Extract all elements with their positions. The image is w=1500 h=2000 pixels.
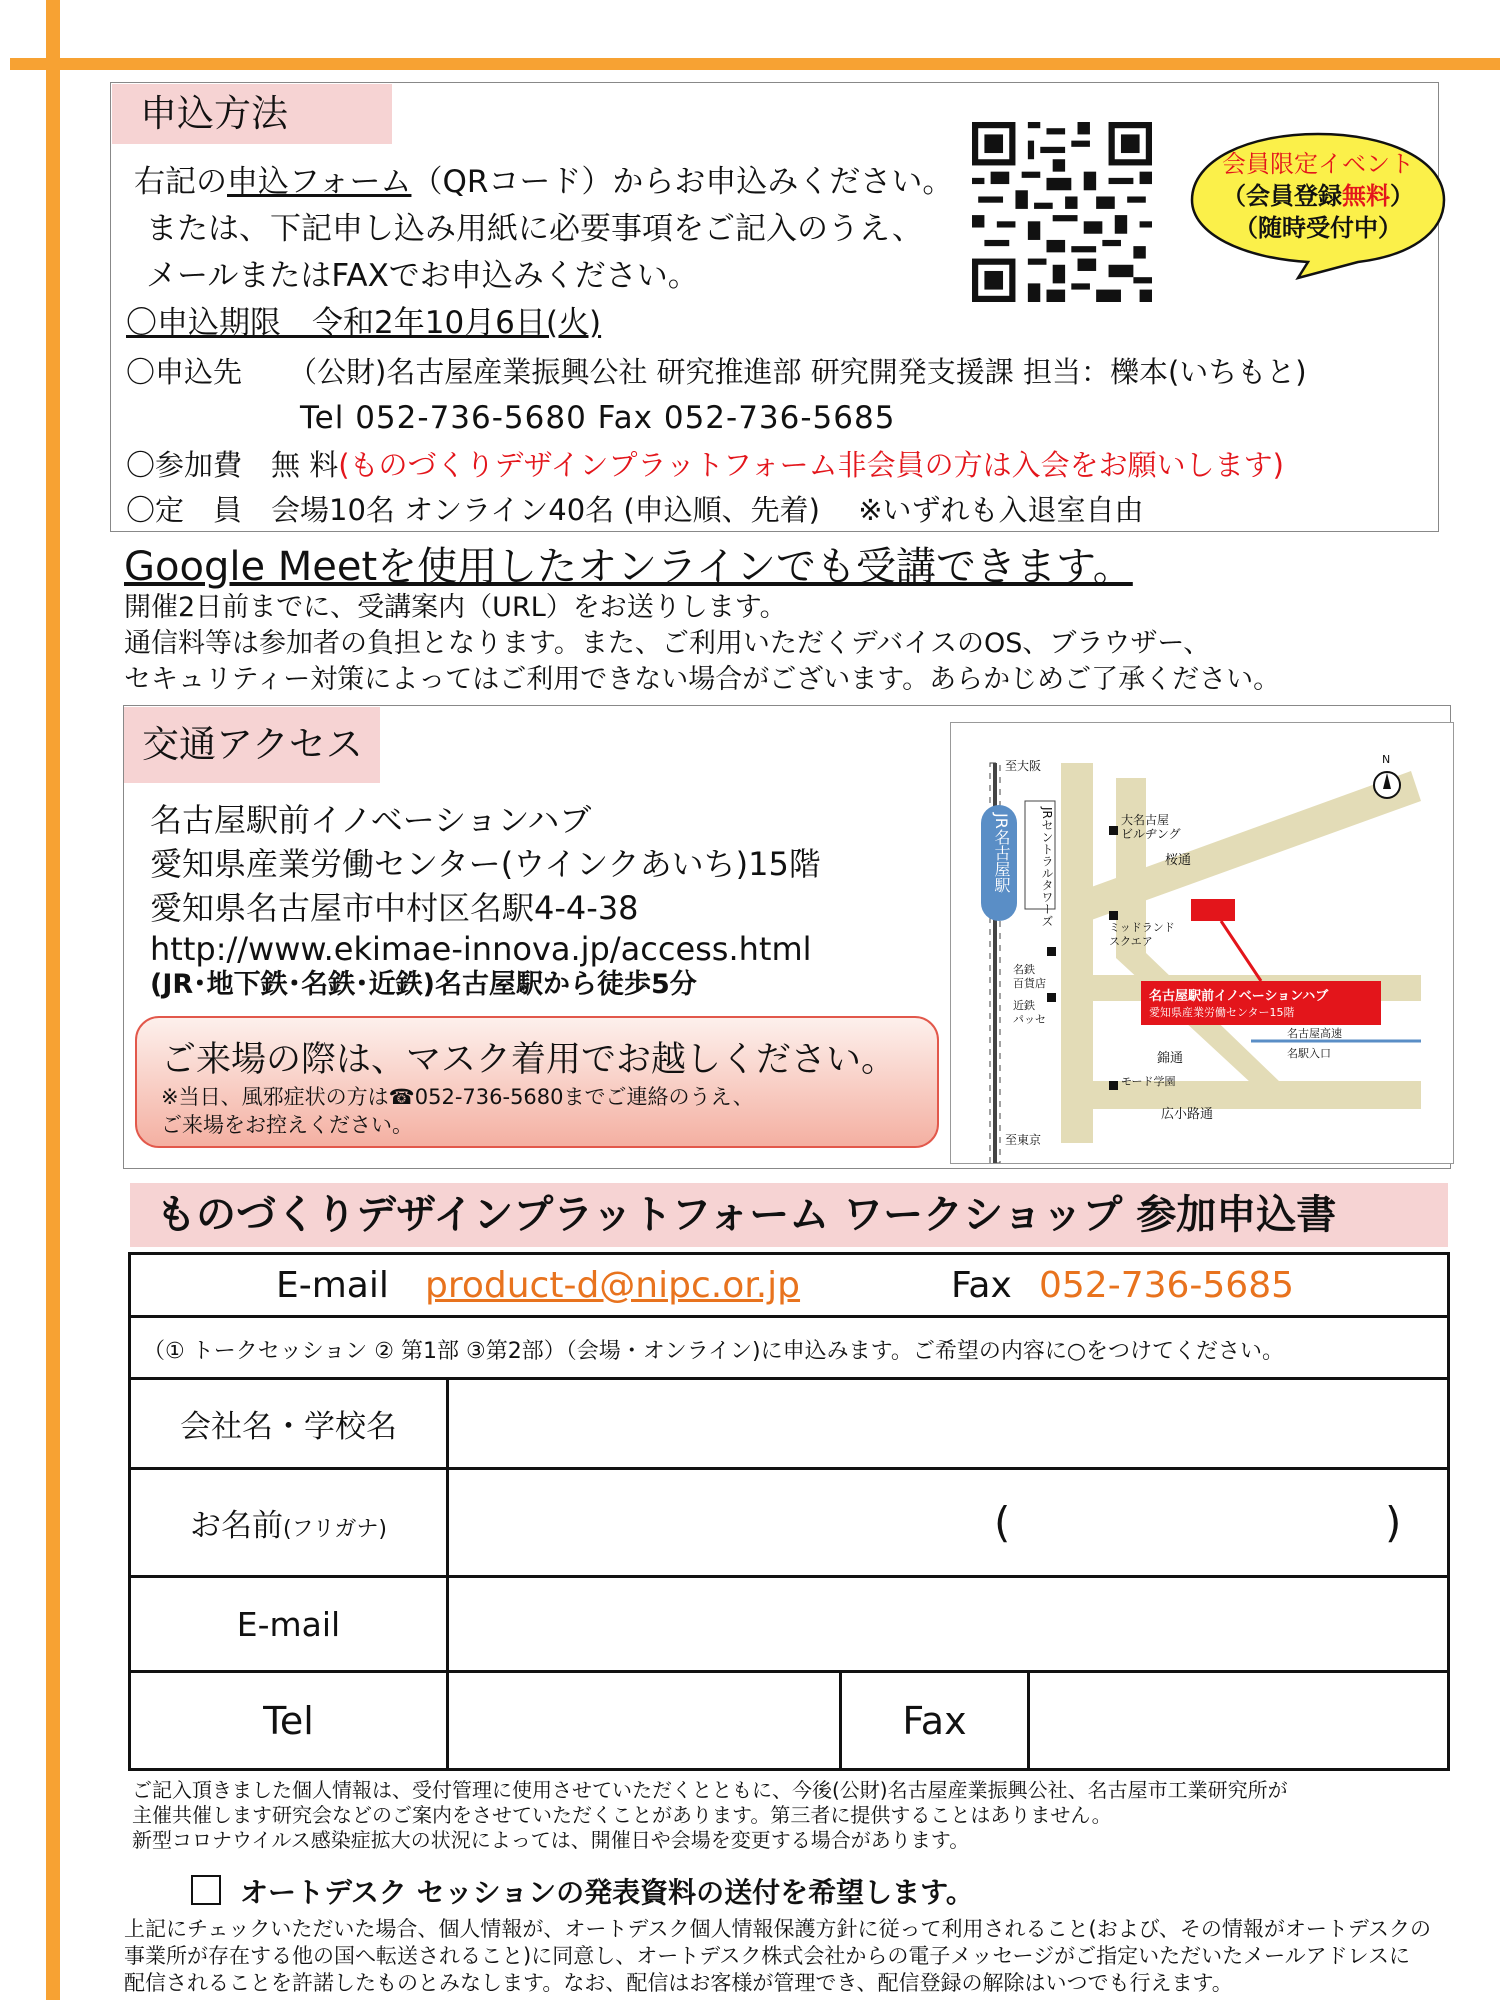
map-sakuradori: 桜通 [1165, 853, 1192, 868]
access-url-link[interactable]: http://www.ekimae-innova.jp/access.html [150, 930, 812, 968]
fax-row-label: Fax [841, 1672, 1029, 1770]
map-dainagoya-1: 大名古屋 [1121, 813, 1170, 827]
map-hub-label-2: 愛知県産業労働センター15階 [1149, 1006, 1295, 1019]
autodesk-line-1: 上記にチェックいただいた場合、個人情報が、オートデスク個人情報保護方針に従って利用されること(および、その情報がオートデスクの [124, 1917, 1432, 1941]
online-line-3: セキュリティー対策によってはご利用できない場合がございます。あらかじめご了承ください。 [124, 664, 1281, 695]
form-instruction-row [130, 1317, 1449, 1379]
map-midland-1: ミッドランド [1109, 921, 1175, 934]
map-expressway-2: 名駅入口 [1287, 1047, 1331, 1060]
autodesk-checkbox-label: オートデスク セッションの発表資料の送付を希望します。 [240, 1876, 974, 1909]
access-map [950, 722, 1454, 1164]
application-deadline: 〇申込期限 令和2年10月6日(火) [126, 305, 602, 341]
bubble-line-3: （随時受付中） [1234, 214, 1402, 242]
map-midland-2: スクエア [1109, 935, 1153, 948]
tel-label: Tel [130, 1672, 448, 1770]
name-furigana-label: (フリガナ) [282, 1517, 388, 1542]
privacy-line-1: ご記入頂きました個人情報は、受付管理に使用させていただくとともに、今後(公財)名古屋産業振興公社、名古屋市工業研究所が [132, 1778, 1288, 1802]
map-to-osaka: 至大阪 [1005, 759, 1042, 773]
map-meitetsu-1: 名鉄 [1013, 963, 1035, 976]
fee-note: (ものづくりデザインプラットフォーム非会員の方は入会をお願いします) [338, 448, 1284, 482]
access-line-5: (JR･地下鉄･名鉄･近鉄)名古屋駅から徒歩5分 [150, 969, 697, 1000]
bubble-line-2: （会員登録無料） [1222, 182, 1414, 210]
left-orange-bar [46, 0, 60, 2000]
company-field[interactable] [448, 1379, 1449, 1469]
tel-field[interactable] [448, 1672, 841, 1770]
mask-notice [135, 1016, 939, 1148]
application-line-3: メールまたはFAXでお申込みください。 [146, 258, 699, 294]
form-title-band [130, 1183, 1448, 1247]
form-title: ものづくりデザインプラットフォーム ワークショップ 参加申込書 [156, 1192, 1337, 1238]
autodesk-line-3: 配信されることを許諾したものとみなします。なお、配信はお客様が管理でき、配信登録の解除はいつでも行えます。 [124, 1971, 1233, 1995]
email-row-label: E-mail [130, 1577, 448, 1672]
form-fax-label: Fax [951, 1265, 1012, 1306]
map-kintetsu-1: 近鉄 [1013, 999, 1035, 1012]
autodesk-checkbox[interactable] [191, 1875, 221, 1905]
online-line-1: 開催2日前までに、受講案内（URL）をお送りします。 [124, 592, 787, 623]
contact-organization: （公財)名古屋産業振興公社 研究推進部 研究開発支援課 担当：櫟本(いちもと) [288, 355, 1307, 389]
map-kintetsu-2: パッセ [1013, 1013, 1046, 1026]
form-instruction: （① トークセッション ② 第1部 ③第2部）（会場・オンライン)に申込みます。ご希望の内容に○をつけてください。 [143, 1339, 1285, 1364]
form-fax-number: 052-736-5685 [1039, 1265, 1295, 1306]
fee-line: 〇参加費 無 料(ものづくりデザインプラットフォーム非会員の方は入会をお願いします) [126, 448, 1284, 482]
form-email-link[interactable]: product-d@nipc.or.jp [425, 1265, 801, 1306]
access-line-1: 名古屋駅前イノベーションハブ [150, 801, 592, 839]
map-to-tokyo: 至東京 [1005, 1133, 1042, 1147]
furigana-paren-close: ) [1385, 1498, 1402, 1547]
online-heading: Google Meetを使用したオンラインでも受講できます。 [124, 544, 1133, 590]
map-expressway-1: 名古屋高速 [1287, 1027, 1342, 1040]
form-email-label: E-mail [276, 1265, 389, 1306]
capacity-line: 〇定 員 会場10名 オンライン40名 (申込順、先着) ※いずれも入退室自由 [126, 493, 1144, 527]
name-label: お名前 [189, 1508, 283, 1544]
autodesk-line-2: 事業所が存在する他の国へ転送されること)に同意し、オートデスク株式会社からの電子メッセージがご指定いただいたメールアドレスに [124, 1944, 1411, 1968]
mask-notice-line-2: ご来場をお控えください。 [161, 1113, 413, 1137]
application-line-1: 右記の申込フォーム（QRコード）からお申込みください。 [134, 164, 954, 200]
map-graphic [951, 723, 1453, 1163]
contact-label: 〇申込先 [126, 355, 243, 389]
map-jr-station: JR名古屋駅 [992, 813, 1011, 893]
access-line-3: 愛知県名古屋市中村区名駅4-4-38 [150, 889, 639, 927]
map-north: N [1382, 753, 1391, 766]
access-section-label: 交通アクセス [124, 707, 380, 783]
name-field[interactable] [448, 1469, 1449, 1577]
map-hub-label-1: 名古屋駅前イノベーションハブ [1149, 989, 1329, 1004]
contact-tel-fax: Tel 052-736-5680 Fax 052-736-5685 [300, 400, 896, 436]
mask-notice-line-1: ※当日、風邪症状の方は☎052-736-5680までご連絡のうえ、 [161, 1085, 754, 1109]
name-label-cell [130, 1469, 448, 1577]
email-field[interactable] [448, 1577, 1449, 1672]
qr-code[interactable] [972, 122, 1152, 302]
company-label: 会社名・学校名 [130, 1379, 448, 1469]
fax-field[interactable] [1029, 1672, 1449, 1770]
privacy-line-3: 新型コロナウイルス感染症拡大の状況によっては、開催日や会場を変更する場合があります。 [132, 1828, 970, 1852]
application-form-link[interactable]: 申込フォーム [227, 164, 412, 200]
form-contact-row [130, 1254, 1449, 1317]
map-nishikidori: 錦通 [1157, 1051, 1184, 1066]
top-orange-bar [10, 58, 1500, 70]
application-section-label: 申込方法 [112, 84, 392, 144]
application-form-table [128, 1252, 1450, 1771]
map-dainagoya-2: ビルヂング [1121, 827, 1181, 841]
access-line-2: 愛知県産業労働センター(ウインクあいち)15階 [150, 845, 821, 883]
map-hirokoji: 広小路通 [1161, 1107, 1214, 1122]
map-mode-gakuen: モード学園 [1121, 1075, 1176, 1088]
application-line-2: または、下記申し込み用紙に必要事項をご記入のうえ、 [146, 211, 923, 247]
online-line-2: 通信料等は参加者の負担となります。また、ご利用いただくデバイスのOS、ブラウザー、 [124, 628, 1211, 659]
mask-notice-title: ご来場の際は、マスク着用でお越しください。 [161, 1040, 897, 1080]
privacy-line-2: 主催共催します研究会などのご案内をさせていただくことがあります。第三者に提供することはありません。 [132, 1803, 1112, 1827]
bubble-line-1: 会員限定イベント [1222, 150, 1414, 178]
map-jr-towers: JRセントラルタワーズ [1040, 807, 1054, 927]
furigana-paren-open: ( [994, 1498, 1011, 1547]
map-meitetsu-2: 百貨店 [1013, 977, 1046, 990]
member-event-bubble [1188, 130, 1448, 280]
